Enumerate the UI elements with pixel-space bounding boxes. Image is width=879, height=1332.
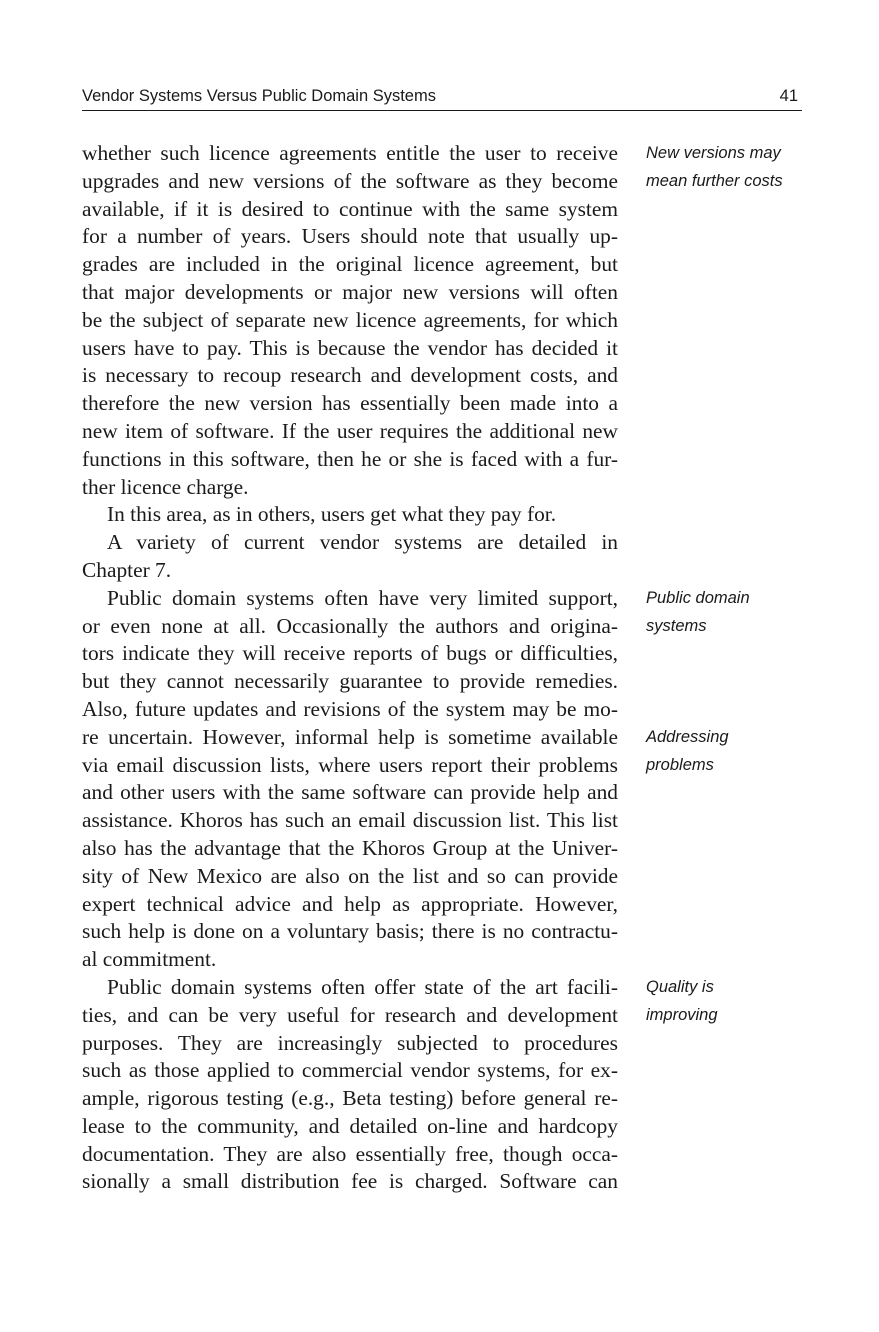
text-line: new item of software. If the user requires the additional new xyxy=(82,418,618,443)
text-line: such help is done on a voluntary basis; there is no contractu- xyxy=(82,919,618,944)
text-line: that major developments or major new versions will often xyxy=(82,279,618,304)
running-head-title: Vendor Systems Versus Public Domain Systems xyxy=(82,87,436,105)
text-line: functions in this software, then he or she is faced with a fur- xyxy=(82,446,618,471)
text-line: therefore the new version has essentially been made into a xyxy=(82,391,618,416)
text-line: ample, rigorous testing (e.g., Beta testing) before general re- xyxy=(82,1086,618,1111)
text-line: al commitment. xyxy=(82,947,217,972)
text-line: such as those applied to commercial vendor systems, for ex- xyxy=(82,1058,618,1083)
margin-note-quality xyxy=(646,974,826,1030)
text-line: lease to the community, and detailed on-line and hardcopy xyxy=(82,1113,618,1138)
text-line: upgrades and new versions of the software as they become xyxy=(82,168,618,193)
text-line: Chapter 7. xyxy=(82,557,172,582)
text-line: and other users with the same software can provide help and xyxy=(82,780,618,805)
text-line: Public domain systems often offer state of the art facili- xyxy=(107,974,618,999)
text-line: documentation. They are also essentially free, though occa- xyxy=(82,1141,618,1166)
text-line: In this area, as in others, users get what they pay for. xyxy=(107,502,557,527)
text-line: sionally a small distribution fee is charged. Software can xyxy=(82,1169,618,1194)
text-line: but they cannot necessarily guarantee to provide remedies. xyxy=(82,669,618,694)
text-line: whether such licence agreements entitle the user to receive xyxy=(82,141,618,165)
text-line: or even none at all. Occasionally the authors and origina- xyxy=(82,613,618,638)
margin-note-new-versions xyxy=(646,140,826,196)
margin-note-line: problems xyxy=(646,755,714,774)
margin-note-line: systems xyxy=(646,616,707,635)
margin-note-line: Quality is xyxy=(646,978,714,996)
text-line: grades are included in the original licence agreement, but xyxy=(82,252,618,277)
margin-note-line: improving xyxy=(646,1005,718,1024)
text-line: Public domain systems often have very limited support, xyxy=(107,585,618,610)
text-line: be the subject of separate new licence agreements, for which xyxy=(82,307,618,332)
text-line: via email discussion lists, where users report their problems xyxy=(82,752,618,777)
text-line: tors indicate they will receive reports of bugs or difficulties, xyxy=(82,641,618,666)
text-line: expert technical advice and help as appropriate. However, xyxy=(82,891,618,916)
body-text xyxy=(82,140,618,1196)
text-line: available, if it is desired to continue with the same system xyxy=(82,196,618,221)
text-line: re uncertain. However, informal help is sometime available xyxy=(82,724,618,749)
text-line: for a number of years. Users should note that usually up- xyxy=(82,224,618,249)
text-line: ties, and can be very useful for research and development xyxy=(82,1002,618,1027)
text-line: ther licence charge. xyxy=(82,474,249,499)
text-line: users have to pay. This is because the vendor has decided it xyxy=(82,335,618,360)
running-head xyxy=(82,86,802,111)
text-line: is necessary to recoup research and development costs, and xyxy=(82,363,618,388)
margin-note-line: Public domain xyxy=(646,589,750,607)
text-line: purposes. They are increasingly subjected to procedures xyxy=(82,1030,618,1055)
margin-note-addressing-problems xyxy=(646,724,826,780)
margin-note-line: New versions may xyxy=(646,144,781,162)
text-line: also has the advantage that the Khoros Group at the Univer- xyxy=(82,835,618,860)
text-line: assistance. Khoros has such an email discussion list. This list xyxy=(82,808,618,833)
text-line: Also, future updates and revisions of the system may be mo- xyxy=(82,696,618,721)
margin-note-line: mean further costs xyxy=(646,171,783,190)
margin-note-public-domain xyxy=(646,585,826,641)
text-line: A variety of current vendor systems are detailed in xyxy=(107,530,618,555)
margin-note-line: Addressing xyxy=(646,728,729,746)
text-line: sity of New Mexico are also on the list and so can provide xyxy=(82,863,618,888)
page-number: 41 xyxy=(779,87,798,105)
